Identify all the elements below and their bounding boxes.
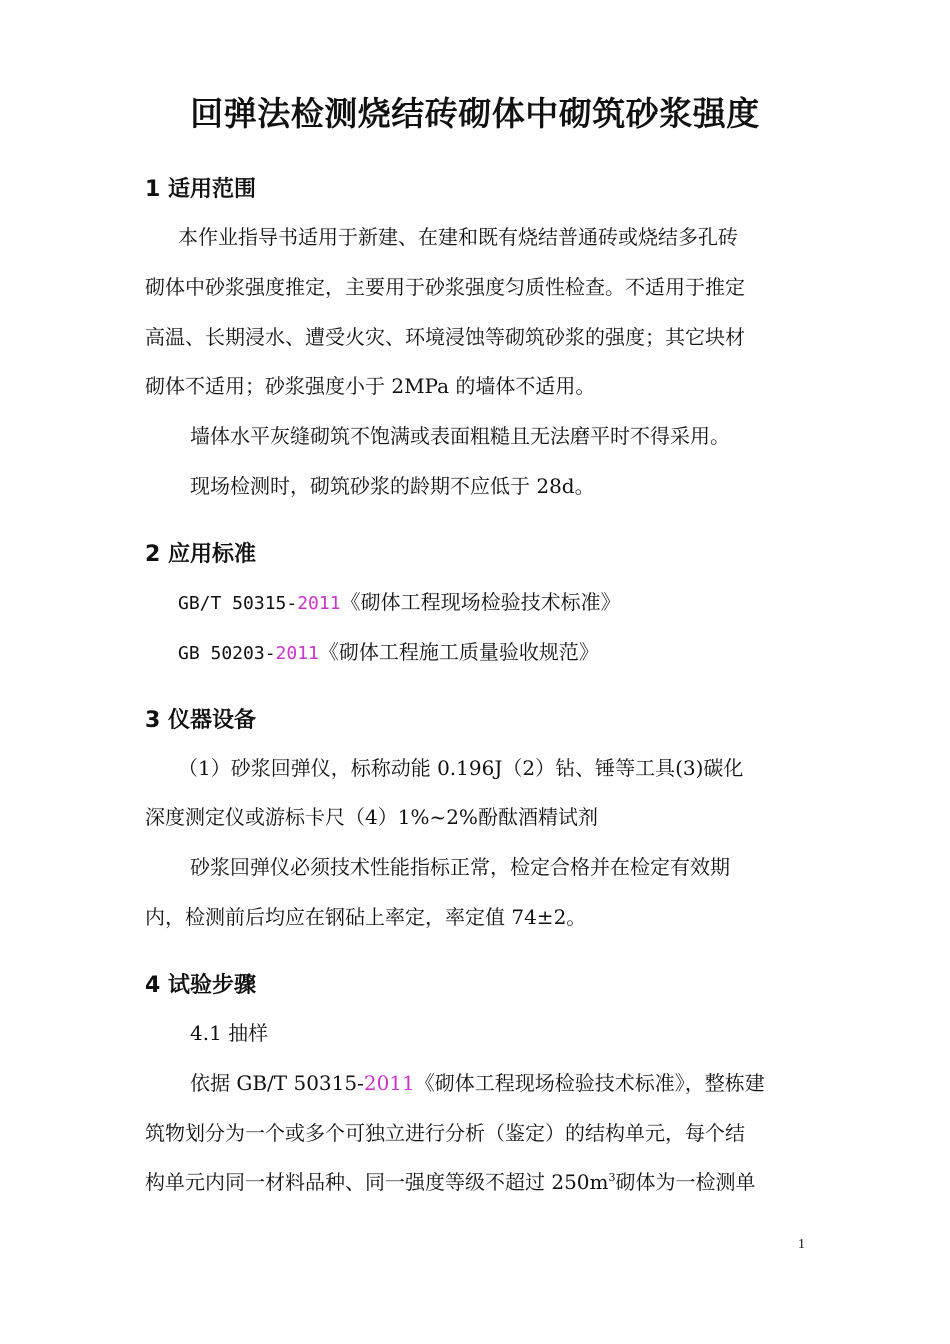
s3-p1-line1: （1）砂浆回弹仪，标称动能 0.196J（2）钻、锤等工具(3)碳化 (178, 756, 744, 780)
s1-p1-line4: 砌体不适用；砂浆强度小于 2MPa 的墙体不适用。 (145, 374, 596, 398)
s1-p1-line3: 高温、长期浸水、遭受火灾、环境浸蚀等砌筑砂浆的强度；其它块材 (145, 325, 745, 349)
s4-p1-line1 (190, 1068, 765, 1098)
s1-p1-line2: 砌体中砂浆强度推定，主要用于砂浆强度匀质性检查。不适用于推定 (145, 275, 745, 299)
s1-p3: 现场检测时，砌筑砂浆的龄期不应低于 28d。 (190, 474, 595, 498)
page-number: 1 (798, 1237, 805, 1252)
s4-p1-line2: 筑物划分为一个或多个可独立进行分析（鉴定）的结构单元，每个结 (145, 1121, 745, 1145)
s1-p1-line1: 本作业指导书适用于新建、在建和既有烧结普通砖或烧结多孔砖 (178, 225, 738, 249)
page-title: 回弹法检测烧结砖砌体中砌筑砂浆强度 (190, 94, 760, 133)
superscript-3: 3 (608, 1171, 616, 1184)
section-2-heading: 2 应用标准 (145, 542, 256, 567)
standard-1-year: 2011 (297, 593, 341, 614)
s3-p2-line1: 砂浆回弹仪必须技术性能指标正常，检定合格并在检定有效期 (190, 855, 730, 879)
section-4-heading: 4 试验步骤 (145, 973, 256, 998)
standard-2-year: 2011 (275, 643, 319, 664)
s4-p3-suffix: 砌体为一检测单 (615, 1170, 756, 1194)
s1-p2: 墙体水平灰缝砌筑不饱满或表面粗糙且无法磨平时不得采用。 (190, 424, 730, 448)
standard-1-code: GB/T 50315- (178, 593, 298, 614)
section-3-heading: 3 仪器设备 (145, 708, 256, 733)
standard-1 (178, 587, 621, 619)
s4-p1-line3 (145, 1167, 756, 1201)
s3-p1-line2: 深度测定仪或游标卡尺（4）1%~2%酚酞酒精试剂 (145, 805, 598, 829)
standard-1-name: 《砌体工程现场检验技术标准》 (340, 590, 621, 614)
s4-p1-year: 2011 (363, 1071, 415, 1095)
standard-2-code: GB 50203- (178, 643, 276, 664)
s4-p3-prefix: 构单元内同一材料品种、同一强度等级不超过 250m (145, 1170, 609, 1194)
s4-p1-prefix: 依据 GB/T 50315- (190, 1071, 364, 1095)
s4-subheading: 4.1 抽样 (190, 1021, 269, 1045)
section-1-heading: 1 适用范围 (145, 177, 256, 202)
standard-2 (178, 637, 599, 669)
s3-p2-line2: 内，检测前后均应在钢砧上率定，率定值 74±2。 (145, 905, 587, 929)
s4-p1-suffix: 《砌体工程现场检验技术标准》，整栋建 (414, 1071, 765, 1095)
standard-2-name: 《砌体工程施工质量验收规范》 (318, 640, 599, 664)
